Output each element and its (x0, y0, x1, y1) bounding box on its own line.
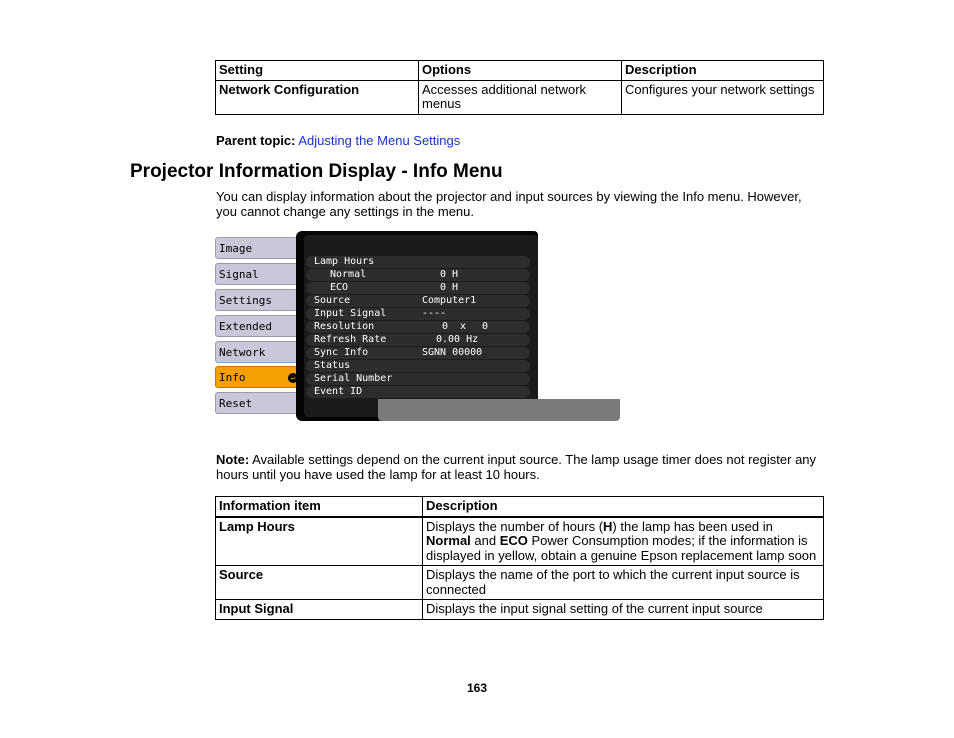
menu-tab-column (214, 231, 304, 421)
desc-bold: H (603, 518, 613, 534)
menu-tab-label: Network (219, 346, 266, 359)
info-row-key: Resolution (314, 321, 375, 332)
page-number: 163 (466, 681, 488, 695)
settings-table (215, 60, 824, 115)
desc-text: and (470, 533, 500, 548)
info-row-value: ---- (422, 308, 447, 319)
item-cell: Source (216, 566, 423, 600)
info-row-input-signal (306, 308, 530, 320)
info-row-status (306, 360, 530, 372)
info-row-event-id (306, 386, 530, 398)
menu-tab-label: Settings (219, 294, 272, 307)
info-row-key: Refresh Rate (314, 334, 387, 345)
menu-tab-label: Info (219, 371, 246, 384)
header-description: Description (622, 61, 824, 81)
menu-tab-label: Extended (219, 320, 272, 333)
desc-text: Power Consumption modes; if the information is displayed in yellow, obtain a genuine Epson replacement lamp soon (426, 533, 817, 563)
table-header-row (216, 497, 824, 517)
info-row-eco (306, 282, 530, 294)
info-row-value: 0 (482, 321, 489, 332)
desc-text: Displays the number of hours ( (426, 518, 604, 534)
header-setting: Setting (216, 61, 419, 81)
description-cell: Configures your network settings (622, 80, 824, 114)
info-row-key: Normal (330, 269, 367, 280)
panel-footer (378, 399, 620, 421)
menu-tab-image[interactable] (215, 237, 298, 259)
info-row-key: Serial Number (314, 373, 393, 384)
menu-tab-extended[interactable] (215, 315, 298, 337)
table-row (216, 517, 824, 566)
table-header-row (216, 61, 824, 81)
desc-text: ) the lamp has been used in (612, 518, 773, 534)
menu-tab-label: Reset (219, 397, 253, 410)
info-row-value: 0 x (442, 321, 467, 332)
info-row-key: Event ID (314, 386, 363, 397)
info-row-normal (306, 269, 530, 281)
header-options: Options (419, 61, 622, 81)
parent-topic (216, 133, 460, 148)
item-cell: Lamp Hours (216, 517, 423, 566)
info-row-refresh-rate (306, 334, 530, 346)
header-information-item: Information item (216, 497, 423, 517)
info-row-value: 0.00 Hz (436, 334, 479, 345)
description-cell: Displays the name of the port to which the current input source is connected (423, 566, 824, 600)
info-row-key: Source (314, 295, 351, 306)
info-row-key: ECO (330, 282, 349, 293)
table-row (216, 600, 824, 620)
item-cell: Input Signal (216, 600, 423, 620)
info-row-value: 0 H (440, 282, 459, 293)
info-row-serial-number (306, 373, 530, 385)
note-label: Note: (216, 452, 250, 467)
menu-tab-reset[interactable] (215, 392, 298, 414)
description-cell: Displays the input signal setting of the current input source (423, 600, 824, 620)
header-description: Description (423, 497, 824, 517)
intro-paragraph: You can display information about the projector and input sources by viewing the Info menu. However, you cannot change any settings in the menu. (216, 189, 802, 219)
info-row-key: Input Signal (314, 308, 387, 319)
info-row-key: Status (314, 360, 351, 371)
menu-tab-label: Signal (219, 268, 259, 281)
page-title: Projector Information Display - Info Menu (130, 161, 503, 182)
note-paragraph (216, 453, 826, 482)
menu-tab-settings[interactable] (215, 289, 298, 311)
parent-topic-label: Parent topic: (216, 133, 296, 148)
info-row-value: 0 H (440, 269, 459, 280)
setting-cell: Network Configuration (216, 80, 419, 114)
info-row-value: Computer1 (422, 295, 477, 306)
info-row-key: Sync Info (314, 347, 369, 358)
table-row (216, 566, 824, 600)
enter-icon: ↵ (288, 373, 298, 383)
info-panel (296, 231, 538, 421)
info-row-value: SGNN 00000 (422, 347, 483, 358)
desc-bold: ECO (499, 533, 528, 548)
info-items-table (215, 496, 824, 620)
description-cell (423, 517, 824, 566)
menu-tab-info[interactable] (215, 366, 303, 388)
projector-menu-screenshot (214, 231, 538, 421)
info-row-lamp-hours (306, 256, 530, 268)
info-row-source (306, 295, 530, 307)
parent-topic-link[interactable]: Adjusting the Menu Settings (298, 133, 461, 148)
menu-tab-network[interactable] (215, 341, 298, 363)
info-row-sync-info (306, 347, 530, 359)
menu-tab-signal[interactable] (215, 263, 298, 285)
desc-bold: Normal (426, 533, 471, 548)
note-text: Available settings depend on the current input source. The lamp usage timer does not register any hours until you have used the lamp for at least 10 hours. (216, 452, 817, 482)
info-row-key: Lamp Hours (314, 256, 375, 267)
options-cell: Accesses additional network menus (419, 80, 622, 114)
info-row-resolution (306, 321, 530, 333)
table-row (216, 80, 824, 114)
menu-tab-label: Image (219, 242, 253, 255)
